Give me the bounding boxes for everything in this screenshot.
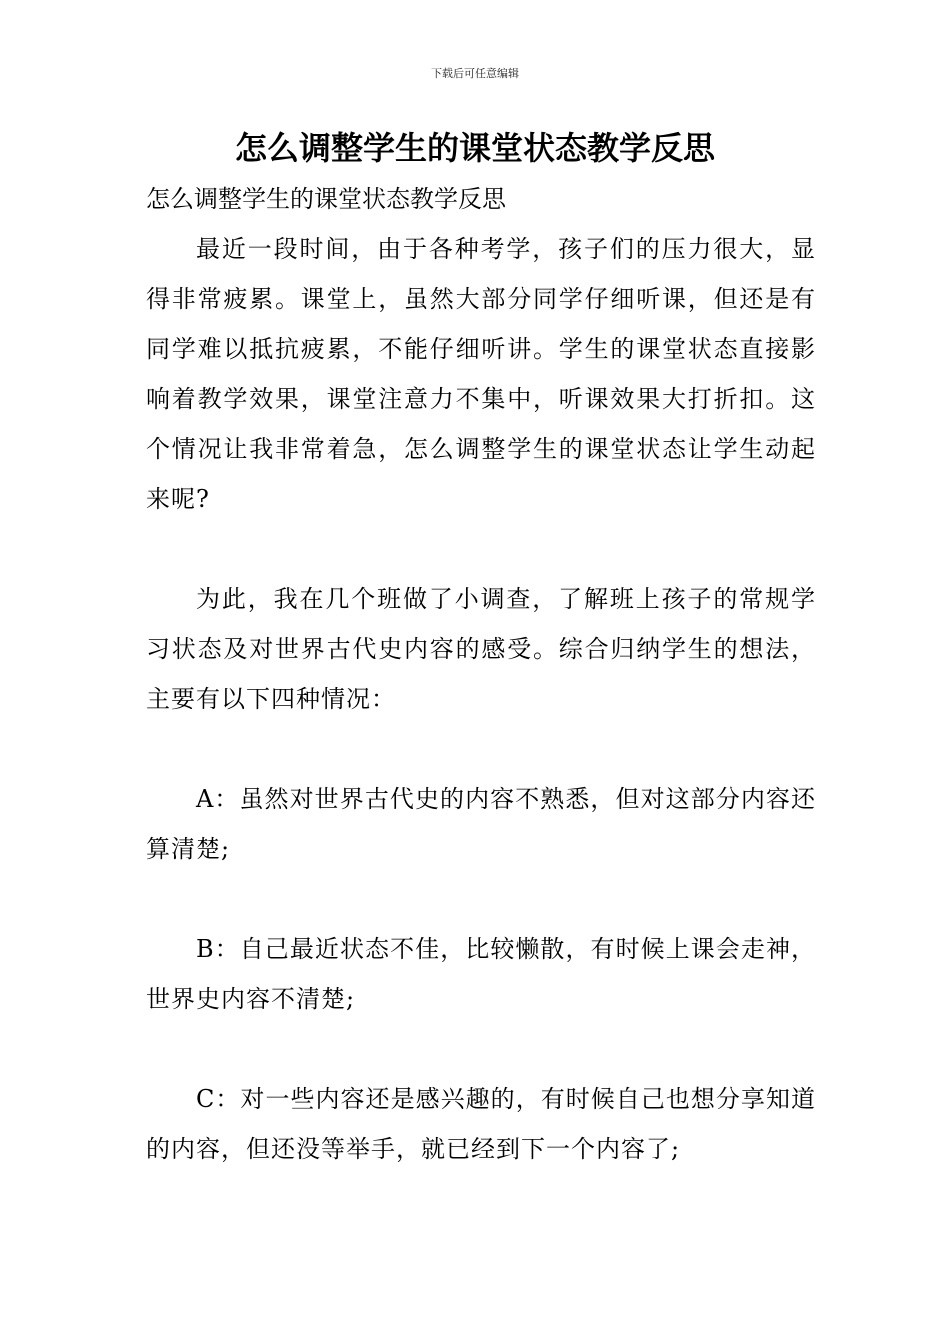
spacer bbox=[146, 1024, 816, 1074]
paragraph-intro: 最近一段时间，由于各种考学，孩子们的压力很大，显得非常疲累。课堂上，虽然大部分同学仔细听课，但还是有同学难以抵抗疲累，不能仔细听讲。学生的课堂状态直接影响着教学效果，课堂注意力不集中，听课效果大打折扣。这个情况让我非常着急，怎么调整学生的课堂状态让学生动起来呢? bbox=[146, 235, 816, 513]
document-title: 怎么调整学生的课堂状态教学反思 bbox=[234, 129, 715, 167]
document-body bbox=[146, 180, 816, 1174]
header-note: 下载后可任意编辑 bbox=[431, 67, 519, 80]
paragraph-case-a: A：虽然对世界古代史的内容不熟悉，但对这部分内容还算清楚; bbox=[146, 785, 816, 863]
spacer bbox=[146, 874, 816, 924]
document-subtitle: 怎么调整学生的课堂状态教学反思 bbox=[146, 185, 506, 213]
spacer bbox=[146, 524, 816, 574]
spacer bbox=[146, 724, 816, 774]
paragraph-case-c: C：对一些内容还是感兴趣的，有时候自己也想分享知道的内容，但还没等举手，就已经到下一个内容了; bbox=[146, 1085, 816, 1163]
paragraph-survey: 为此，我在几个班做了小调查，了解班上孩子的常规学习状态及对世界古代史内容的感受。综合归纳学生的想法，主要有以下四种情况： bbox=[146, 585, 816, 713]
paragraph-case-b: B：自己最近状态不佳，比较懒散，有时候上课会走神，世界史内容不清楚; bbox=[146, 935, 816, 1013]
